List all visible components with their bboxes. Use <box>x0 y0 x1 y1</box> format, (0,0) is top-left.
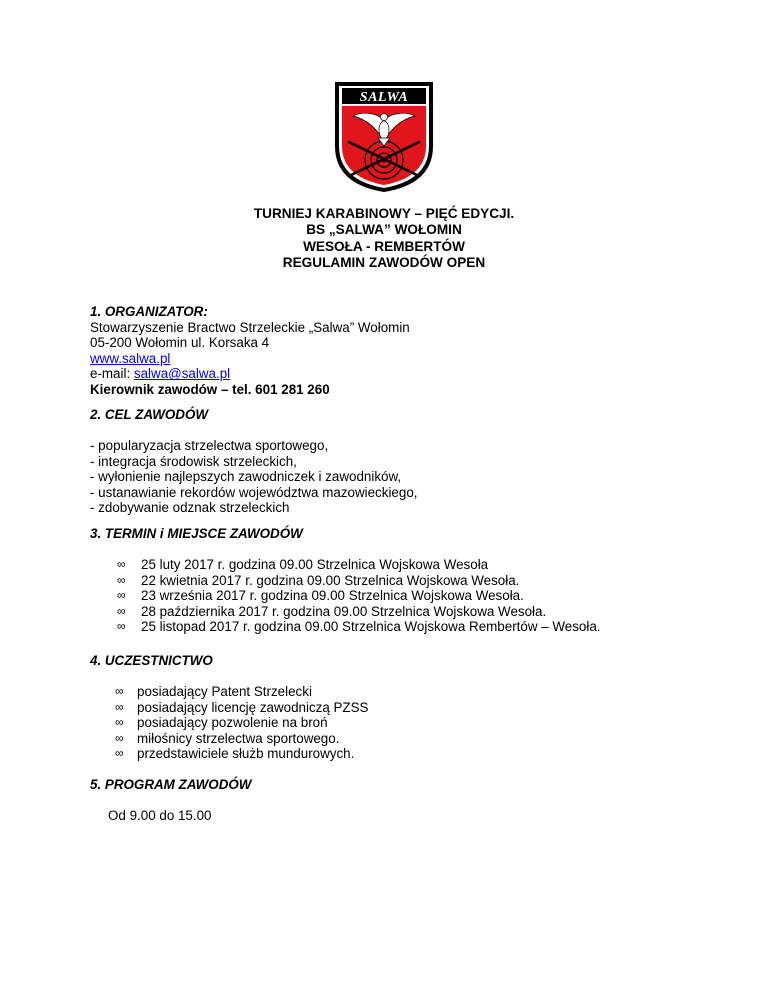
title-line-2: BS „SALWA” WOŁOMIN <box>306 222 462 238</box>
document-titles <box>0 206 768 272</box>
infinity-bullet-icon: ∞ <box>115 699 124 714</box>
section-goal <box>90 407 730 423</box>
organizer-address: 05-200 Wołomin ul. Korsaka 4 <box>90 335 270 351</box>
infinity-bullet-icon: ∞ <box>115 715 124 730</box>
infinity-bullet-icon: ∞ <box>115 730 124 745</box>
title-line-4: REGULAMIN ZAWODÓW OPEN <box>282 255 486 271</box>
email-line <box>90 366 730 382</box>
list-item: - zdobywanie odznak strzeleckich <box>90 500 290 516</box>
section-title-program: 5. PROGRAM ZAWODÓW <box>90 777 252 792</box>
list-item: ∞ 23 września 2017 r. godzina 09.00 Strzelnica Wojskowa Wesoła. <box>117 588 524 604</box>
list-item: - ustanawianie rekordów województwa mazowieckiego, <box>90 484 418 500</box>
infinity-bullet-icon: ∞ <box>117 619 126 634</box>
list-item: - integracja środowisk strzeleckich, <box>90 453 297 469</box>
infinity-bullet-icon: ∞ <box>117 557 126 571</box>
organizer-name: Stowarzyszenie Bractwo Strzeleckie „Salwa” Wołomin <box>90 319 410 335</box>
infinity-bullet-icon: ∞ <box>115 684 124 698</box>
participation-list <box>90 684 730 762</box>
director-contact: Kierownik zawodów – tel. 601 281 260 <box>90 381 330 397</box>
list-item: ∞ posiadający pozwolenie na broń <box>115 715 328 731</box>
infinity-bullet-icon: ∞ <box>115 746 124 761</box>
list-item: ∞ posiadający Patent Strzelecki <box>115 684 312 699</box>
section-organizer <box>90 304 730 398</box>
email-link[interactable]: salwa@salwa.pl <box>133 366 231 382</box>
infinity-bullet-icon: ∞ <box>117 588 126 603</box>
website-link[interactable]: www.salwa.pl <box>90 350 171 366</box>
list-item: ∞ 22 kwietnia 2017 r. godzina 09.00 Strzelnica Wojskowa Wesoła. <box>117 572 520 588</box>
svg-text:SALWA: SALWA <box>359 90 409 105</box>
section-title-schedule: 3. TERMIN i MIEJSCE ZAWODÓW <box>90 526 303 541</box>
list-item: ∞ 28 października 2017 r. godzina 09.00 Strzelnica Wojskowa Wesoła. <box>117 603 547 619</box>
list-item: - wyłonienie najlepszych zawodniczek i zawodników, <box>90 469 402 485</box>
list-item: - popularyzacja strzelectwa sportowego, <box>90 438 329 453</box>
goal-list <box>90 438 730 516</box>
infinity-bullet-icon: ∞ <box>117 603 126 618</box>
program-hours-text: Od 9.00 do 15.00 <box>108 808 212 823</box>
infinity-bullet-icon: ∞ <box>117 572 126 587</box>
list-item: ∞ przedstawiciele służb mundurowych. <box>115 746 355 762</box>
section-title-goal: 2. CEL ZAWODÓW <box>90 407 209 422</box>
list-item: ∞ miłośnicy strzelectwa sportowego. <box>115 730 340 746</box>
section-schedule <box>90 526 730 542</box>
section-title-organizer: 1. ORGANIZATOR: <box>90 304 208 319</box>
program-hours <box>108 808 748 824</box>
section-participation <box>90 653 730 669</box>
list-item: ∞ 25 listopad 2017 r. godzina 09.00 Strzelnica Wojskowa Rembertów – Wesoła. <box>117 619 601 635</box>
section-title-participation: 4. UCZESTNICTWO <box>90 653 213 668</box>
email-label: e-mail: <box>90 366 134 382</box>
list-item: ∞ 25 luty 2017 r. godzina 09.00 Strzelnica Wojskowa Wesoła <box>117 557 489 572</box>
schedule-list <box>90 557 730 635</box>
section-program <box>90 777 730 793</box>
title-line-3: WESOŁA - REMBERTÓW <box>303 238 465 254</box>
title-line-1: TURNIEJ KARABINOWY – PIĘĆ EDYCJI. <box>253 206 515 221</box>
salwa-logo <box>333 80 435 194</box>
list-item: ∞ posiadający licencję zawodniczą PZSS <box>115 699 369 715</box>
